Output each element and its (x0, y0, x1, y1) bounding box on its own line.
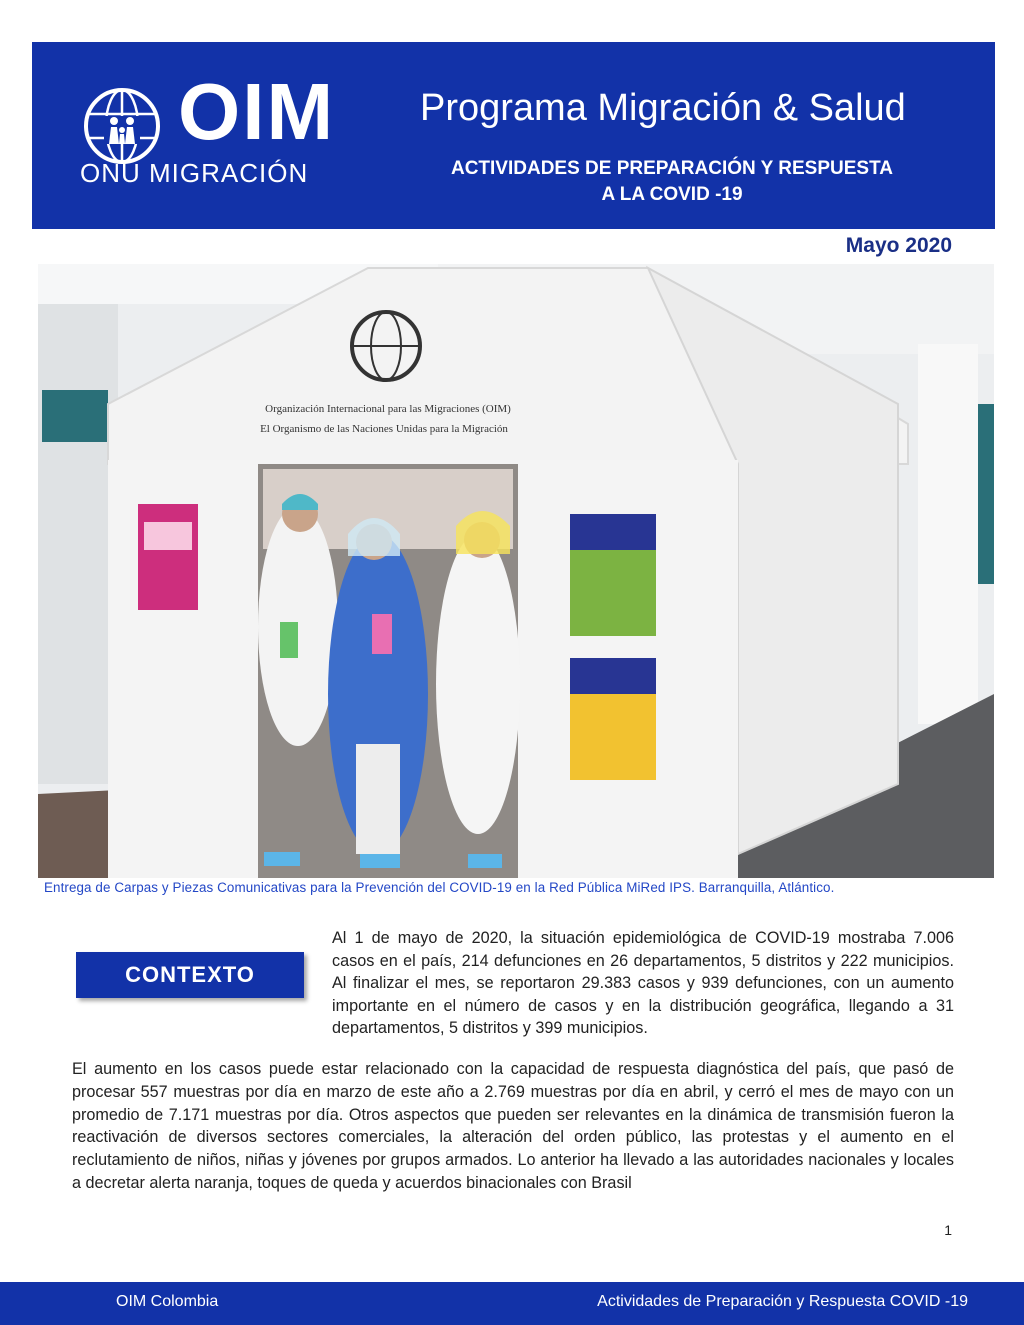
program-subtitle (402, 156, 942, 208)
program-subtitle-line1: ACTIVIDADES DE PREPARACIÓN Y RESPUESTA (450, 158, 893, 179)
oim-emblem-icon (82, 86, 162, 166)
page-number: 1 (944, 1222, 952, 1238)
footer-band (0, 1282, 1024, 1325)
photo-caption: Entrega de Carpas y Piezas Comunicativas para la Prevención del COVID-19 en la Red Pública MiRed IPS. Barranquilla, Atlántico. (44, 880, 835, 895)
logo-subtitle: ONU MIGRACIÓN (80, 158, 309, 188)
header-band (32, 42, 995, 229)
section-label-contexto: CONTEXTO (76, 952, 304, 998)
footer-left-text: OIM Colombia (116, 1293, 219, 1310)
logo-text: OIM (178, 67, 336, 156)
program-subtitle-line2: A LA COVID -19 (601, 184, 743, 205)
program-title: Programa Migración & Salud (420, 87, 906, 129)
paragraph-2: El aumento en los casos puede estar relacionado con la capacidad de respuesta diagnóstica del país, que pasó de procesar 557 muestras por día en marzo de este año a 2.769 muestras por día en abril, y cerró el mes de mayo con un promedio de 7.171 muestras por día. Otros aspectos que pueden ser relevantes en la dinámica de transmisión fueron la reactivación de diversos sectores comerciales, la alteración del orden público, las protestas y el aumento en el reclutamiento de niños, niñas y jóvenes por grupos armados. Lo anterior ha llevado a las autoridades nacionales y locales a decretar alerta naranja, toques de queda y acuerdos binacionales con Brasil (72, 1060, 954, 1192)
paragraph-1: Al 1 de mayo de 2020, la situación epidemiológica de COVID-19 mostraba 7.006 casos en el país, 214 defunciones en 26 departamentos, 5 distritos y 222 municipios. Al finalizar el mes, se reportaron 29.383 casos y 939 defunciones, con un aumento importante en el número de casos y en la distribución geográfica, llegando a 31 departamentos, 5 distritos y 399 municipios. (332, 929, 954, 1037)
footer-right-text: Actividades de Preparación y Respuesta COVID -19 (597, 1293, 968, 1310)
tent-photo (38, 264, 994, 878)
report-date: Mayo 2020 (845, 234, 952, 257)
tent-text-line1: Organización Internacional para las Migraciones (OIM) (265, 403, 511, 415)
tent-text-line2: El Organismo de las Naciones Unidas para la Migración (260, 423, 508, 435)
